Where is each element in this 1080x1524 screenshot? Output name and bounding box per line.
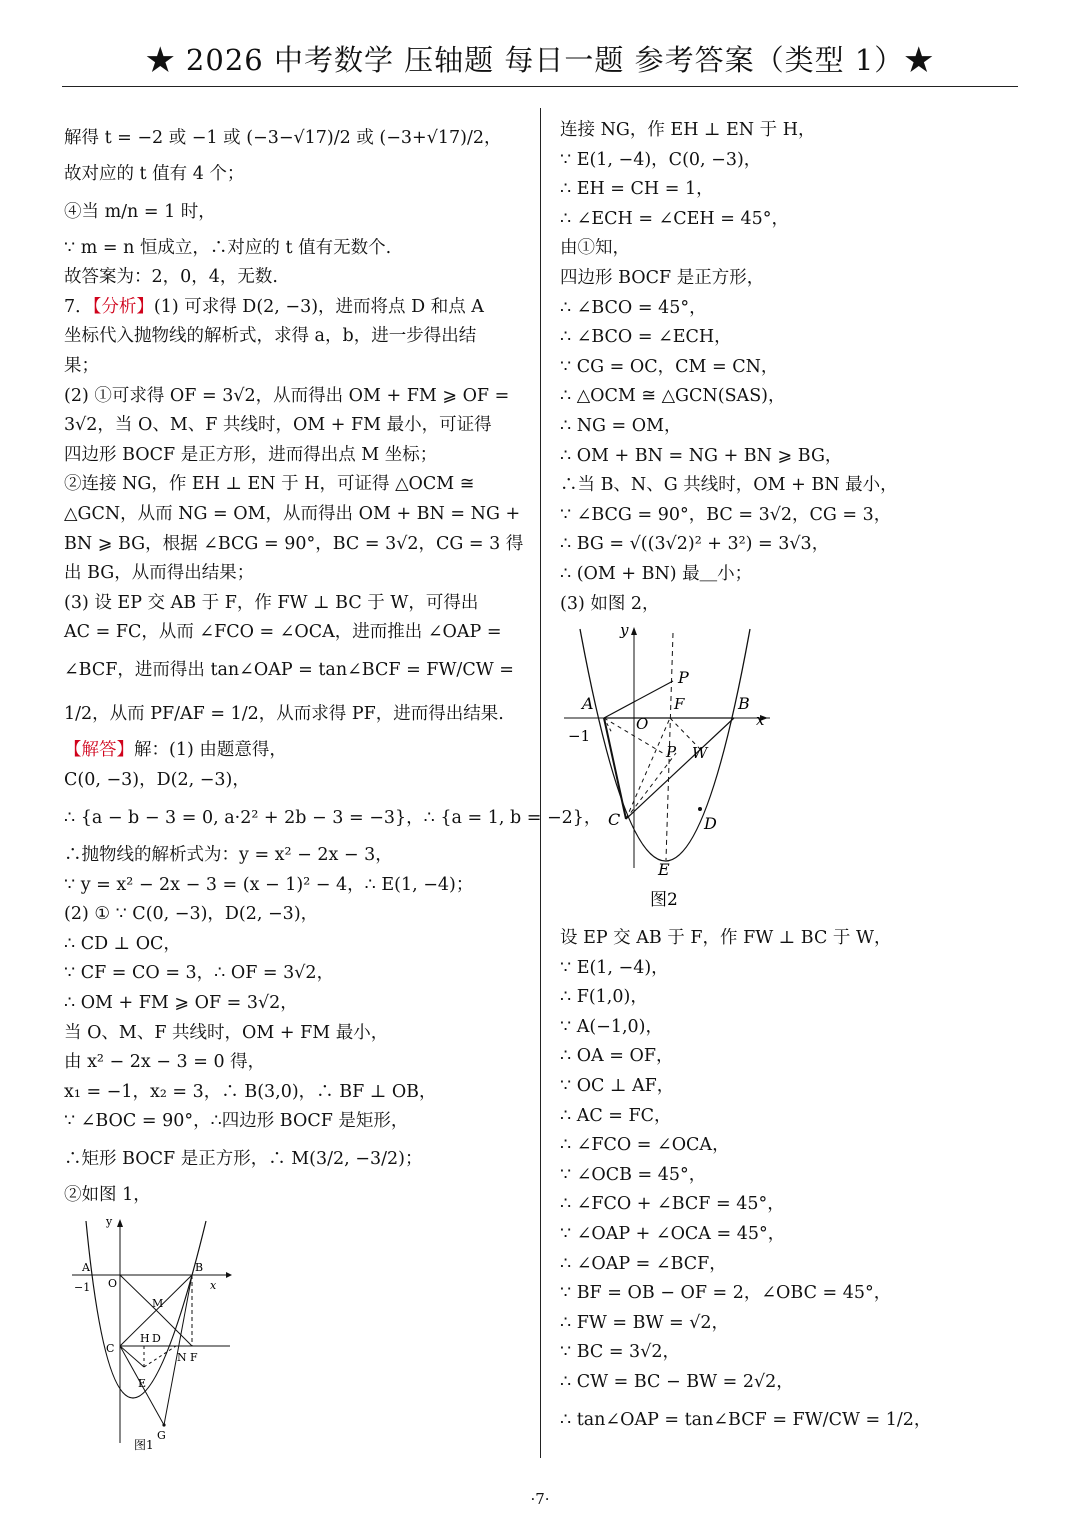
svg-text:N: N bbox=[177, 1350, 187, 1364]
svg-text:D: D bbox=[704, 814, 717, 834]
text-line: (2) ① ∵ C(0, −3)，D(2, −3)， bbox=[64, 904, 319, 925]
text-line: 坐标代入抛物线的解析式，求得 a，b，进一步得出结 bbox=[64, 326, 477, 347]
svg-text:−1: −1 bbox=[568, 727, 591, 746]
svg-text:F: F bbox=[674, 695, 685, 714]
section-marker: 【解答】 bbox=[64, 739, 134, 760]
text-line: ∵ ∠OCB = 45°， bbox=[560, 1164, 707, 1185]
svg-text:M: M bbox=[152, 1296, 164, 1310]
svg-text:D: D bbox=[152, 1331, 161, 1345]
text-line: (3) 如图 2， bbox=[560, 593, 660, 614]
svg-text:B: B bbox=[195, 1260, 204, 1274]
right-column-top-lines bbox=[560, 116, 1020, 619]
text-line: ∴ △OCM ≅ △GCN(SAS)， bbox=[560, 386, 786, 407]
text-line: ∵ OC ⊥ AF， bbox=[560, 1076, 675, 1097]
right-column bbox=[560, 116, 1020, 1442]
text-line: ∴ BG = √((3√2)² + 3²) = 3√3， bbox=[560, 534, 830, 555]
line-text: 解：(1) 由题意得， bbox=[134, 739, 287, 760]
figure-1 bbox=[64, 1215, 526, 1456]
text-line: 当 O、M、F 共线时，OM + FM 最小， bbox=[64, 1022, 389, 1043]
text-line: 故对应的 t 值有 4 个； bbox=[64, 164, 245, 184]
text-line: 1/2，从而 PF/AF = 1/2，从而求得 PF，进而得出结果. bbox=[64, 703, 504, 724]
text-line: ∴ (OM + BN) 最＿小； bbox=[560, 563, 753, 584]
figure-2-diagram bbox=[560, 623, 780, 913]
svg-text:C: C bbox=[106, 1341, 115, 1355]
text-line: (3) 设 EP 交 AB 于 F，作 FW ⊥ BC 于 W，可得出 bbox=[64, 592, 479, 613]
text-line: 3√2，当 O、M、F 共线时，OM + FM 最小，可证得 bbox=[64, 415, 492, 436]
text-line: ∴矩形 BOCF 是正方形，∴ M(3/2, −3/2)； bbox=[64, 1149, 423, 1170]
svg-text:F: F bbox=[190, 1350, 198, 1364]
svg-text:W: W bbox=[692, 744, 708, 763]
text-line: ∵ ∠BOC = 90°，∴四边形 BOCF 是矩形， bbox=[64, 1111, 409, 1132]
svg-text:图2: 图2 bbox=[650, 890, 678, 911]
text-line: ∵ m = n 恒成立，∴对应的 t 值有无数个. bbox=[64, 237, 392, 258]
text-line: ∴ ∠BCO = 45°， bbox=[560, 297, 707, 318]
text-line: AC = FC，从而 ∠FCO = ∠OCA，进而推出 ∠OAP = bbox=[64, 622, 502, 643]
text-line: ∴ ∠ECH = ∠CEH = 45°， bbox=[560, 208, 789, 229]
text-line: ∴ {a − b − 3 = 0, a·2² + 2b − 3 = −3}，∴ {a = 1, b = −2}， bbox=[64, 808, 602, 829]
svg-text:y: y bbox=[620, 623, 629, 640]
text-line: ∴ ∠FCO + ∠BCF = 45°， bbox=[560, 1194, 785, 1215]
text-line: ∴ EH = CH = 1， bbox=[560, 179, 714, 200]
svg-text:B: B bbox=[738, 694, 750, 714]
text-line: ∴ ∠FCO = ∠OCA， bbox=[560, 1135, 730, 1156]
svg-text:P: P bbox=[666, 743, 677, 762]
text-line: ∵ ∠OAP + ∠OCA = 45°， bbox=[560, 1224, 786, 1245]
text-line: ∵ BC = 3√2， bbox=[560, 1342, 680, 1363]
text-line bbox=[64, 736, 526, 766]
text-line: ∴ FW = BW = √2， bbox=[560, 1312, 730, 1333]
text-line: ∴ AC = FC， bbox=[560, 1105, 672, 1126]
text-line: ∴当 B、N、G 共线时，OM + BN 最小， bbox=[560, 475, 898, 496]
svg-text:H: H bbox=[140, 1331, 150, 1345]
svg-text:O: O bbox=[108, 1276, 118, 1290]
svg-text:G: G bbox=[157, 1428, 166, 1442]
svg-text:y: y bbox=[106, 1214, 113, 1228]
text-line: ∵ BF = OB − OF = 2，∠OBC = 45°， bbox=[560, 1283, 892, 1304]
text-line: ④当 m/n = 1 时， bbox=[64, 201, 216, 222]
text-line: ∵ E(1, −4)，C(0, −3)， bbox=[560, 149, 762, 170]
text-line: ∴ OA = OF， bbox=[560, 1046, 674, 1067]
figure-1-diagram bbox=[64, 1215, 244, 1451]
text-line: C(0, −3)，D(2, −3)， bbox=[64, 769, 250, 790]
page-number: ·7· bbox=[530, 1490, 550, 1508]
svg-text:图1: 图1 bbox=[134, 1437, 154, 1451]
text-line: ②如图 1， bbox=[64, 1185, 151, 1206]
text-line: 设 EP 交 AB 于 F，作 FW ⊥ BC 于 W， bbox=[560, 928, 892, 949]
svg-text:P: P bbox=[678, 668, 689, 688]
text-line: ∠BCF，进而得出 tan∠OAP = tan∠BCF = FW/CW = bbox=[64, 659, 514, 680]
section-marker: 【分析】 bbox=[92, 296, 154, 317]
svg-text:O: O bbox=[636, 715, 649, 734]
text-line: x₁ = −1，x₂ = 3，∴ B(3,0)，∴ BF ⊥ OB， bbox=[64, 1081, 437, 1102]
text-line bbox=[64, 293, 526, 323]
svg-text:A: A bbox=[582, 694, 594, 714]
text-line: ②连接 NG，作 EH ⊥ EN 于 H，可证得 △OCM ≅ bbox=[64, 474, 475, 495]
text-line: △GCN，从而 NG = OM，从而得出 OM + BN = NG + bbox=[64, 503, 521, 524]
text-line: 故答案为：2，0，4，无数. bbox=[64, 267, 278, 288]
column-divider bbox=[540, 108, 541, 1458]
right-column-bottom-lines bbox=[560, 924, 1020, 1442]
text-line: ∴ OM + FM ⩾ OF = 3√2， bbox=[64, 993, 298, 1014]
text-line: ∴ tan∠OAP = tan∠BCF = FW/CW = 1/2， bbox=[560, 1409, 932, 1430]
text-line: ∵ CG = OC，CM = CN， bbox=[560, 356, 779, 377]
text-line: 解得 t = −2 或 −1 或 (−3−√17)/2 或 (−3+√17)/2， bbox=[64, 128, 502, 148]
text-line: ∴ ∠OAP = ∠BCF， bbox=[560, 1253, 727, 1274]
text-line: 果； bbox=[64, 355, 99, 376]
text-line: ∵ CF = CO = 3，∴ OF = 3√2， bbox=[64, 963, 335, 984]
line-text: (1) 可求得 D(2, −3)，进而将点 D 和点 A bbox=[153, 296, 484, 317]
svg-text:x: x bbox=[210, 1278, 217, 1292]
text-line: ∴ CD ⊥ OC， bbox=[64, 933, 181, 954]
text-line: 出 BG，从而得出结果； bbox=[64, 563, 255, 584]
line-text: 7． bbox=[64, 296, 93, 317]
page-title: ★ 2026 中考数学 压轴题 每日一题 参考答案（类型 1）★ bbox=[145, 43, 935, 77]
svg-text:A: A bbox=[82, 1260, 90, 1274]
text-line: ∴ OM + BN = NG + BN ⩾ BG， bbox=[560, 445, 843, 466]
text-line: ∴ CW = BC − BW = 2√2， bbox=[560, 1372, 794, 1392]
svg-text:−1: −1 bbox=[74, 1280, 91, 1294]
text-line: ∵ y = x² − 2x − 3 = (x − 1)² − 4，∴ E(1, −4)； bbox=[64, 874, 474, 895]
header-divider bbox=[62, 86, 1018, 87]
text-line: ∴ NG = OM， bbox=[560, 415, 682, 436]
text-line: ∵ E(1, −4)， bbox=[560, 957, 669, 978]
text-line: 由①知， bbox=[560, 238, 630, 259]
svg-text:x: x bbox=[756, 711, 765, 730]
text-line: 四边形 BOCF 是正方形，进而得出点 M 坐标； bbox=[64, 444, 438, 465]
svg-text:E: E bbox=[138, 1376, 147, 1390]
text-line: 四边形 BOCF 是正方形， bbox=[560, 267, 765, 288]
text-line: ∴抛物线的解析式为：y = x² − 2x − 3， bbox=[64, 845, 393, 866]
text-line: ∴ F(1,0)， bbox=[560, 987, 648, 1008]
text-line: ∴ ∠BCO = ∠ECH， bbox=[560, 327, 732, 348]
svg-text:C: C bbox=[608, 810, 621, 830]
svg-text:E: E bbox=[658, 860, 670, 880]
text-line: ∵ A(−1,0)， bbox=[560, 1016, 663, 1037]
text-line: ∵ ∠BCG = 90°，BC = 3√2，CG = 3， bbox=[560, 504, 892, 525]
figure-2 bbox=[560, 623, 1020, 918]
text-line: (2) ①可求得 OF = 3√2，从而得出 OM + FM ⩾ OF = bbox=[64, 385, 510, 406]
text-line: 连接 NG，作 EH ⊥ EN 于 H， bbox=[560, 120, 816, 140]
text-line: BN ⩾ BG，根据 ∠BCG = 90°，BC = 3√2，CG = 3 得 bbox=[64, 533, 524, 554]
text-line: 由 x² − 2x − 3 = 0 得， bbox=[64, 1052, 266, 1073]
